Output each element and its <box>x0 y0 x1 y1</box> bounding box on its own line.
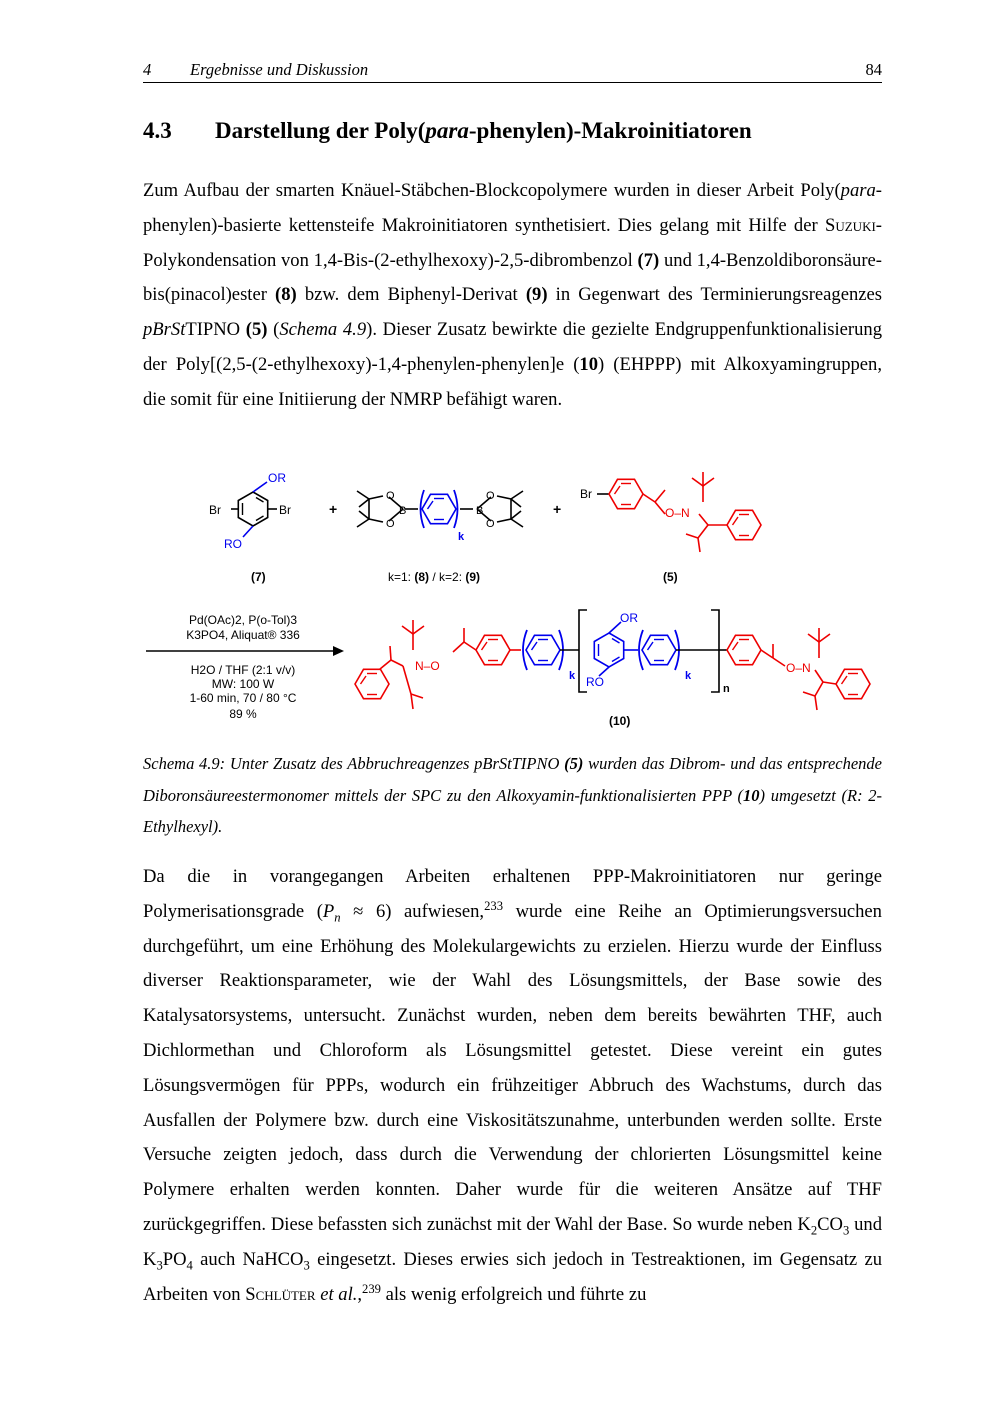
reaction-scheme-drawing <box>143 462 882 752</box>
chapter-title: Ergebnisse und Diskussion <box>190 60 369 79</box>
caption-text: wurden das Dibrom- und das entsprechende Diboronsäureestermonomer mittels der SPC zu den Alkoxyamin-funktionalisierten PPP ( <box>143 754 882 805</box>
text-run: ( <box>267 319 280 341</box>
text-run: TIPNO <box>185 319 246 341</box>
text-run: wurde eine Reihe an Optimierungsversuchen durchgeführt, um eine Erhöhung des Molekulargewichts zu erzielen. Hierzu wurde der Einfluss diverser Reaktionsparameter, wie der Wahl des Lösungsmittels, der Base sowie des Katalysatorsystems, untersucht. Zunächst wurden, neben dem bereits bewährten THF, auch Dichlormethan und Chloroform als Lösungsmittel getestet. Diese vereint ein gutes Lösungsvermögen für PPPs, wodurch ein frühzeitiger Abbruch des Wachstums, durch das Ausfallen der Polymere bzw. durch eine Viskositätszunahme, unterbunden werden sollte. Erste Versuche zeigten jedoch, dass durch die Verwendung der chlorierten Lösungsmittel keine Polymere erhalten werden konnten. Daher wurde für die weiteren Ansätze auf THF zurückgegriffen. Diese befassten sich zunächst mit der Wahl der Base. So wurde neben <box>143 900 882 1235</box>
compound-ref: (9) <box>525 284 548 306</box>
section-heading <box>143 118 752 144</box>
formula-subscript: 3 <box>303 1258 310 1273</box>
text-run: -phenylen)-basierte kettensteife Makroinitiatoren synthetisiert. Dies gelang mit Hilfe der <box>143 180 882 236</box>
conditions-line-5: 1-60 min, 70 / 80 °C <box>189 691 297 705</box>
text-run: und 1,4-Benzoldiboronsäure-bis(pinacol)ester <box>143 249 882 306</box>
text-run: -Polykondensation von 1,4-Bis-(2-ethylhexoxy)-2,5-dibrombenzol <box>143 214 882 271</box>
text-run: ). Dieser Zusatz bewirkte die gezielte Endgruppenfunktionalisierung der Poly[(2,5-(2-ethylhexoxy)-1,4-phenylen-phenylen]e ( <box>143 319 882 375</box>
label-o: O <box>486 518 495 530</box>
label-o: O <box>386 518 395 530</box>
monomer-7-structure <box>231 482 277 537</box>
section-title-part: Darstellung der Poly( <box>215 118 426 143</box>
formula-subscript: 2 <box>810 1223 818 1238</box>
compound-ref: (5) <box>564 754 584 773</box>
label-ro: RO <box>586 675 604 689</box>
paragraph-optimization <box>143 860 882 1312</box>
label-or: OR <box>620 611 638 625</box>
section-title-part: -phenylen)-Makroinitiatoren <box>468 118 752 143</box>
page-number: 84 <box>865 60 882 79</box>
formula-subscript: 3 <box>156 1258 163 1273</box>
label-o: O <box>486 490 495 502</box>
scheme-ref: Schema 4.9 <box>279 319 367 341</box>
label-br: Br <box>580 487 592 501</box>
formula-part: PO <box>162 1248 187 1270</box>
reaction-scheme <box>143 462 882 752</box>
caption-text: Schema 4.9: Unter Zusatz des Abbruchreagenzes pBrStTIPNO <box>143 754 565 773</box>
chapter-number: 4 <box>143 60 152 79</box>
section-title-italic: para <box>425 118 469 143</box>
conditions-line-6: 89 % <box>229 707 257 721</box>
formula-part: CO <box>817 1213 843 1235</box>
compound-ref: 10 <box>743 785 760 805</box>
label-o: O <box>386 490 395 502</box>
citation-ref: 239 <box>362 1281 381 1296</box>
label-k: k <box>685 670 692 682</box>
label-o-n: O–N <box>786 661 811 675</box>
compound-ref: (5) <box>245 319 268 341</box>
formula-subscript: 3 <box>842 1223 850 1238</box>
text-run: Da die in vorangegangen Arbeiten erhaltenen PPP-Makroinitiatoren nur geringe Polymerisationsgrade ( <box>143 866 882 922</box>
label-k: k <box>569 670 576 682</box>
conditions-line-1: Pd(OAc)2, P(o-Tol)3 <box>188 613 298 627</box>
label-b: B <box>399 505 407 517</box>
text-run: bzw. dem Biphenyl-Derivat <box>296 284 526 306</box>
symbol-pn: P <box>322 900 335 922</box>
text-run: ≈ 6) aufwiesen, <box>340 900 485 922</box>
label-br: Br <box>209 503 221 517</box>
text-run: als wenig erfolgreich und führte zu <box>380 1283 647 1305</box>
text-run-italic: para <box>840 180 876 201</box>
formula-part: K <box>797 1213 811 1235</box>
compound-5-label: (5) <box>663 570 678 584</box>
label-br: Br <box>279 503 291 517</box>
compound-ref: (7) <box>637 249 660 271</box>
running-header <box>143 60 882 83</box>
formula-part: NaHCO <box>242 1248 304 1270</box>
compound-ref: (8) <box>275 284 297 306</box>
text-run: auch <box>192 1248 243 1270</box>
text-run: Zum Aufbau der smarten Knäuel-Stäbchen-Blockcopolymere wurden in dieser Arbeit Poly( <box>143 180 841 201</box>
text-run: ) (EHPPP) mit Alkoxyamingruppen, die somit für eine Initiierung der NMRP befähigt waren. <box>143 353 883 410</box>
text-run: eingesetzt. Dieses erwies sich jedoch in Testreaktionen, im Gegensatz zu Arbeiten von <box>143 1248 882 1305</box>
author-name-schlueter: Schlüter <box>245 1283 316 1305</box>
reaction-conditions <box>146 613 344 721</box>
monomer-8-9-structure <box>357 490 523 528</box>
label-n-subscript: n <box>723 683 730 695</box>
conditions-line-2: K3PO4, Aliquat® 336 <box>186 628 300 642</box>
scheme-caption <box>143 748 882 843</box>
text-run: in Gegenwart des Terminierungsreagenzes <box>547 284 882 306</box>
compound-7-label: (7) <box>251 570 266 584</box>
text-run: und <box>849 1213 883 1235</box>
plus-sign: + <box>329 501 338 517</box>
text-run-italic: et al. <box>320 1283 358 1305</box>
section-number: 4.3 <box>143 118 172 143</box>
label-o-n: O–N <box>665 506 690 520</box>
paragraph-intro <box>143 174 882 418</box>
text-run: , <box>357 1283 363 1305</box>
citation-ref: 233 <box>484 898 504 913</box>
caption-text: ) umgesetzt (R: 2-Ethylhexyl). <box>143 785 883 836</box>
author-name-suzuki: Suzuki <box>825 214 876 236</box>
compound-ref: 10 <box>579 353 599 375</box>
conditions-line-4: MW: 100 W <box>211 677 275 691</box>
formula-subscript: 4 <box>186 1258 193 1273</box>
label-k: k <box>458 531 465 543</box>
label-ro: RO <box>224 537 242 551</box>
conditions-line-3: H2O / THF (2:1 v/v) <box>190 663 296 677</box>
formula-part: K <box>143 1248 157 1270</box>
compound-10-label: (10) <box>609 714 631 728</box>
label-b: B <box>476 505 484 517</box>
label-n-o: N–O <box>415 659 440 673</box>
compound-8-9-label: k=1: (8) / k=2: (9) <box>388 570 481 584</box>
text-run-italic: pBrSt <box>143 319 186 341</box>
symbol-pn-subscript: n <box>334 910 341 925</box>
label-or: OR <box>268 471 286 485</box>
plus-sign: + <box>553 501 562 517</box>
